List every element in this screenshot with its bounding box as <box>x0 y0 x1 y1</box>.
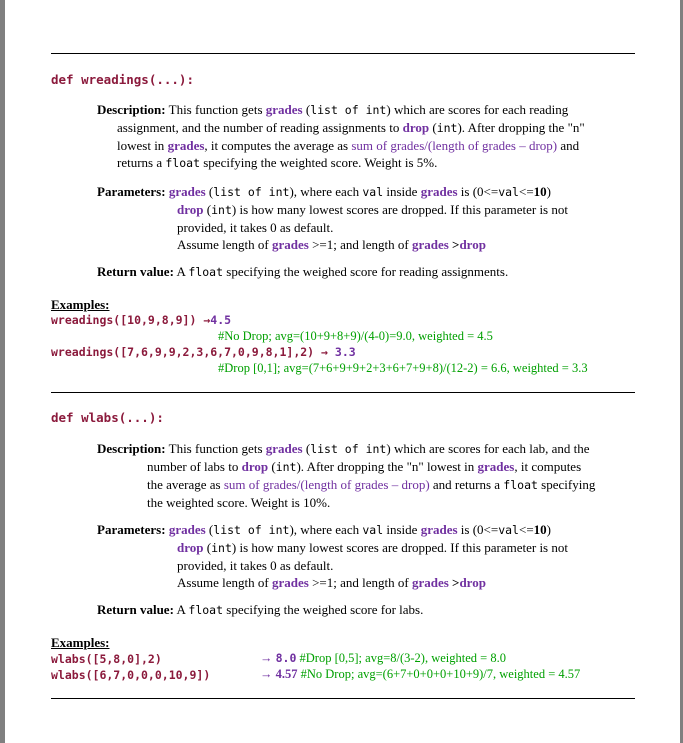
arrow-icon: → <box>260 667 273 681</box>
return-value-label: Return value: <box>97 264 174 279</box>
wlabs-example-2-call: wlabs([6,7,0,0,0,10,9]) <box>51 668 211 682</box>
parameters-label: Parameters: <box>97 184 166 199</box>
wreadings-example-1-note: #No Drop; avg=(10+9+8+9)/(4-0)=9.0, weighted = 4.5 <box>218 329 493 343</box>
wlabs-example-1-result: → 8.0 #Drop [0,5]; avg=8/(3-2), weighted = 8.0 <box>260 651 506 665</box>
divider <box>51 392 635 393</box>
wlabs-signature: def wlabs(...): <box>51 410 164 425</box>
divider <box>51 53 635 54</box>
wlabs-example-2-result: → 4.57 #No Drop; avg=(6+7+0+0+0+10+9)/7, weighted = 4.57 <box>260 667 581 681</box>
wreadings-example-2-note: #Drop [0,1]; avg=(7+6+9+9+2+3+6+7+9+8)/(12-2) = 6.6, weighted = 3.3 <box>218 361 588 375</box>
examples-heading: Examples: <box>51 635 110 650</box>
arrow-icon: → <box>196 313 211 327</box>
wlabs-example-1-call: wlabs([5,8,0],2) <box>51 652 162 666</box>
description-label: Description: <box>97 102 166 117</box>
wreadings-signature: def wreadings(...): <box>51 72 194 87</box>
description-label: Description: <box>97 441 166 456</box>
wreadings-return-value: Return value: A float specifying the weighed score for reading assignments. <box>97 264 509 279</box>
arrow-icon: → <box>314 345 335 359</box>
wreadings-parameters: Parameters: grades (list of int), where each val inside grades is (0<=val<=10) drop (int) is how many lowest scores are dropped. If this parameter is not provided, it takes 0 as default. Assume length of grades >=1; and length of grades >drop <box>97 184 568 252</box>
wreadings-example-1: wreadings([10,9,8,9]) →4.5 <box>51 313 232 327</box>
wlabs-parameters: Parameters: grades (list of int), where each val inside grades is (0<=val<=10) drop (int) is how many lowest scores are dropped. If this parameter is not provided, it takes 0 as default. Assume length of grades >=1; and length of grades >drop <box>97 522 568 590</box>
wreadings-description: Description: This function gets grades (list of int) which are scores for each reading assignment, and the number of reading assignments to drop (int). After dropping the "n" lowest in grades, it computes the average as sum of grades/(length of grades – drop) and returns a float specifying the weighted score. Weight is 5%. <box>97 102 585 170</box>
document-page <box>5 0 680 743</box>
return-value-label: Return value: <box>97 602 174 617</box>
examples-heading: Examples: <box>51 297 110 312</box>
wreadings-example-2: wreadings([7,6,9,9,2,3,6,7,0,9,8,1],2) → 3.3 <box>51 345 356 359</box>
wlabs-description: Description: This function gets grades (list of int) which are scores for each lab, and the number of labs to drop (int). After dropping the "n" lowest in grades, it computes the average as sum of grades/(length of grades – drop) and returns a float specifying the weighted score. Weight is 10%. <box>97 441 596 510</box>
wlabs-return-value: Return value: A float specifying the weighed score for labs. <box>97 602 424 617</box>
divider <box>51 698 635 699</box>
arrow-icon: → <box>260 651 273 665</box>
parameters-label: Parameters: <box>97 522 166 537</box>
